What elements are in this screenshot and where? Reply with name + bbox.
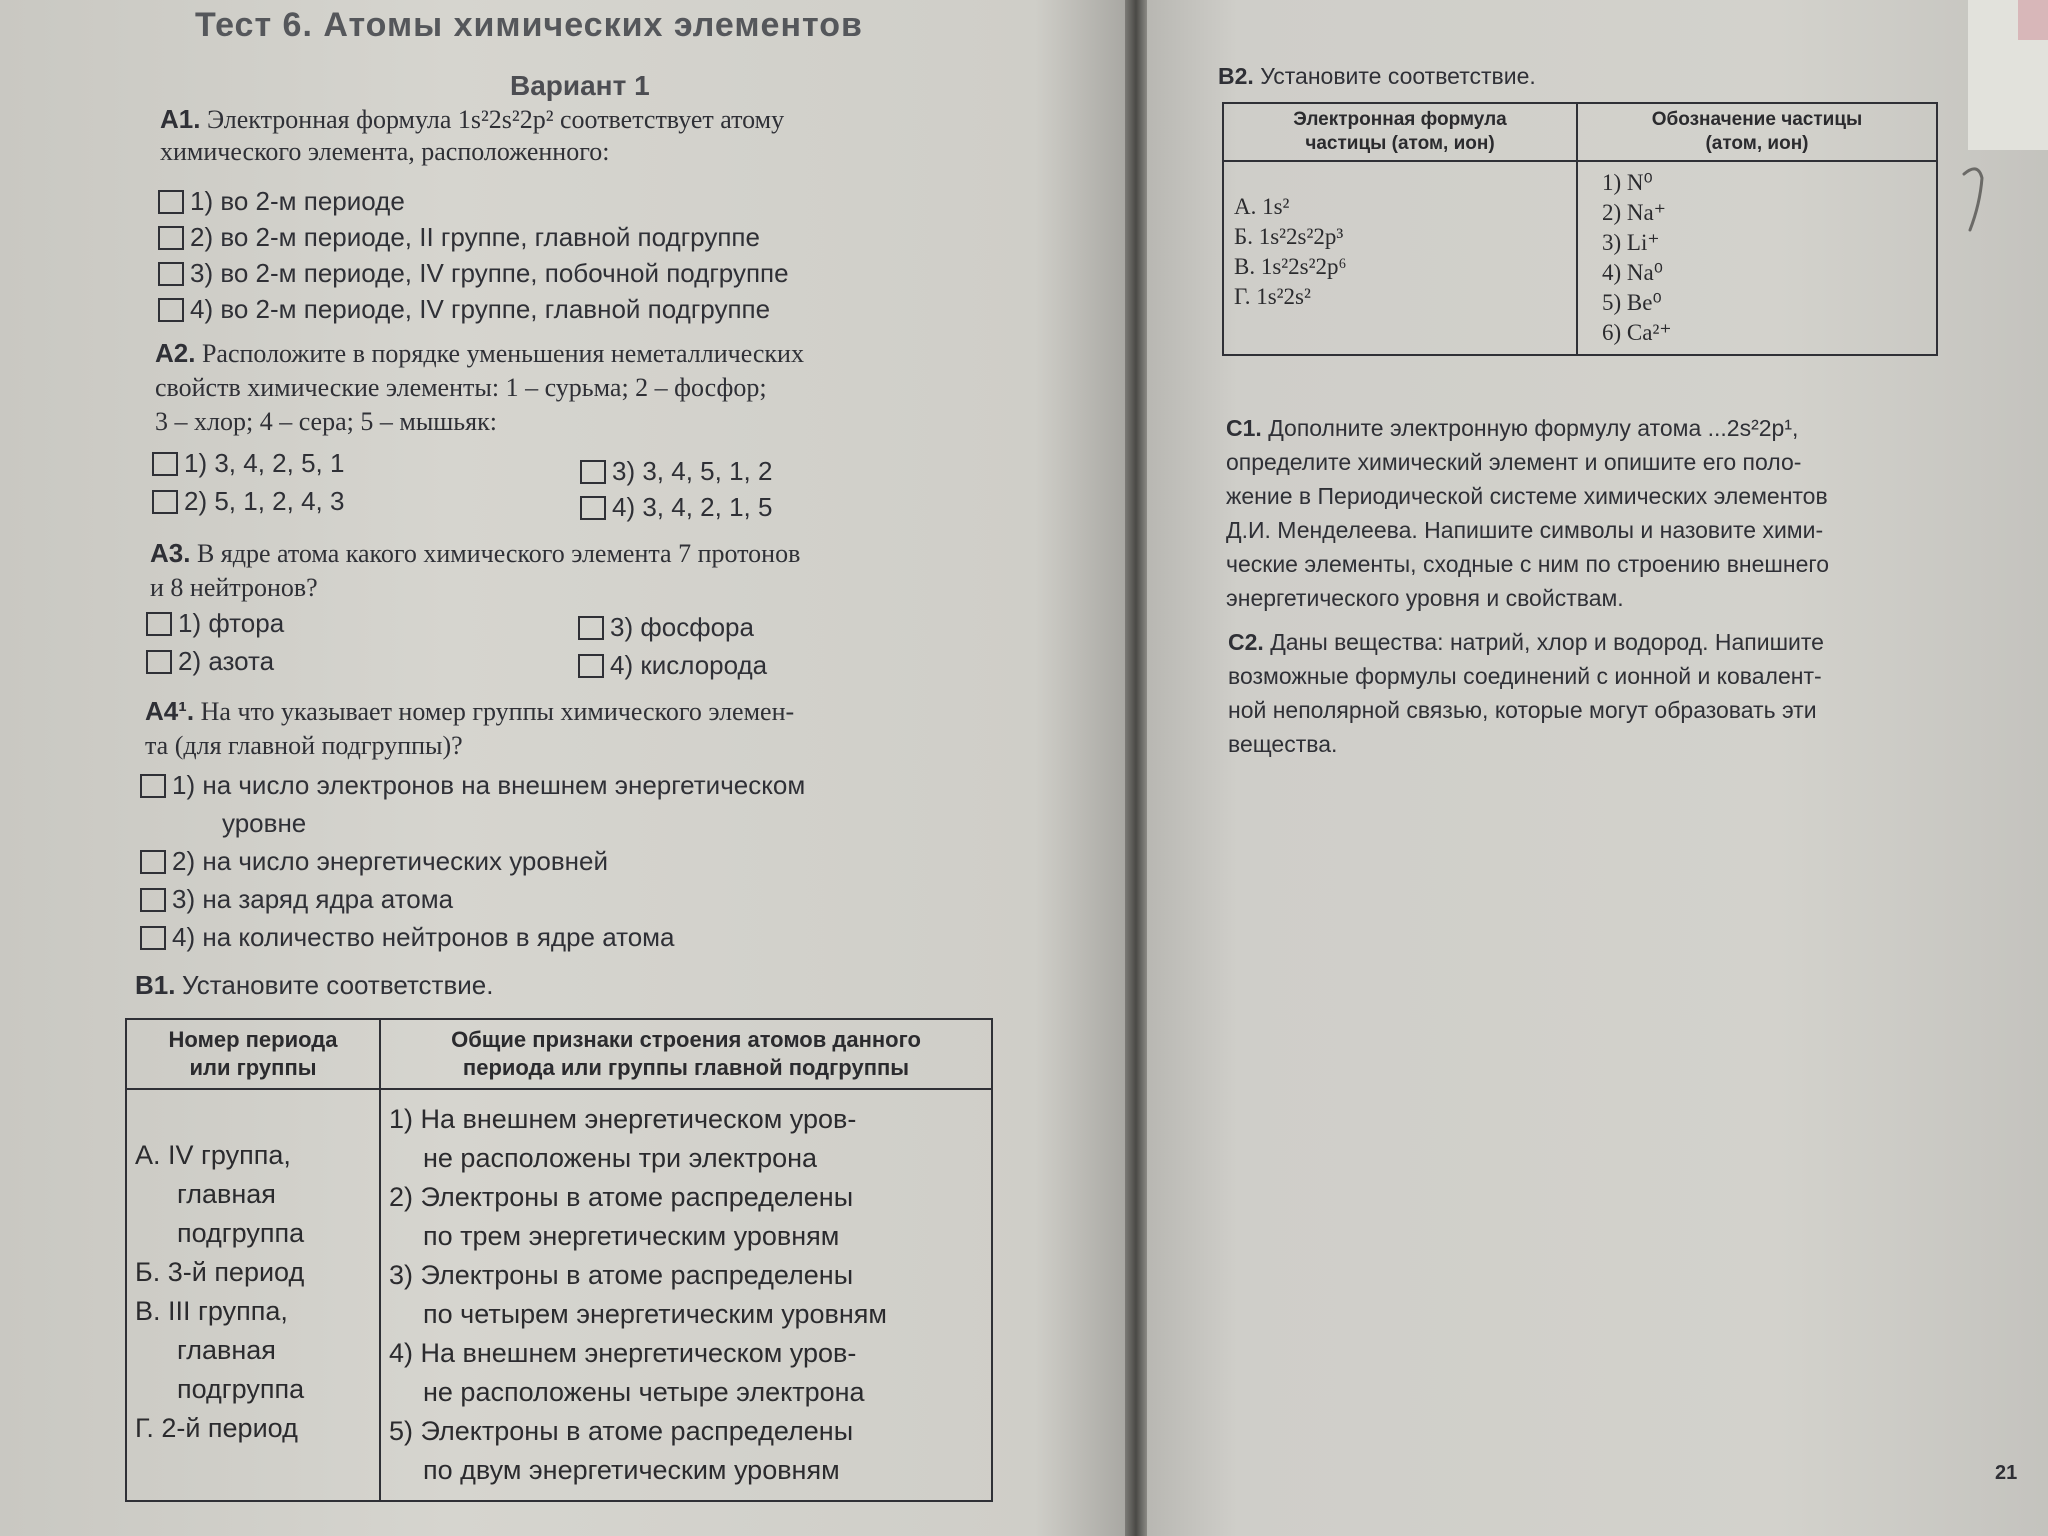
- checkbox[interactable]: [158, 298, 184, 322]
- b1-row-g: Г. 2-й период: [135, 1413, 298, 1443]
- a2-option-1[interactable]: [152, 448, 344, 478]
- c1-line-1: [1226, 412, 1798, 444]
- header-text: (атом, ион): [1705, 133, 1809, 154]
- option-label: 2) на число энергетических уровней: [172, 846, 608, 876]
- b1-option-1: 1) На внешнем энергетическом уров-: [389, 1104, 857, 1134]
- c2-line-4: вещества.: [1228, 731, 1338, 757]
- checkbox[interactable]: [140, 850, 166, 874]
- header-text: периода или группы главной подгруппы: [462, 1055, 910, 1080]
- b1-heading: [135, 970, 494, 1001]
- a3-text1: В ядре атома какого химического элемента 7 протонов: [196, 539, 801, 568]
- a4-text1: На что указывает номер группы химического элемен-: [200, 697, 795, 726]
- option-label: 2) 5, 1, 2, 4, 3: [184, 486, 345, 516]
- a4-option-1[interactable]: [140, 770, 805, 800]
- b1-option-5-cont: по двум энергетическим уровням: [423, 1455, 840, 1485]
- b1-header-right: [380, 1019, 992, 1089]
- checkbox[interactable]: [158, 262, 184, 286]
- b1-row-v-cont: подгруппа: [177, 1374, 305, 1404]
- b1-row-v-cont: главная: [177, 1335, 276, 1365]
- header-text: Обозначение частицы: [1651, 109, 1863, 130]
- c2-text: Даны вещества: натрий, хлор и водород. Напишите: [1270, 629, 1824, 655]
- b2-row-b: Б. 1s²2s²2p³: [1234, 224, 1344, 249]
- a2-text1: Расположите в порядке уменьшения неметаллических: [201, 339, 804, 368]
- b2-option-6: 6) Ca²⁺: [1602, 320, 1672, 345]
- b2-left-cell: [1223, 161, 1577, 355]
- b1-row-a-cont: главная: [177, 1179, 276, 1209]
- option-label: 1) 3, 4, 2, 5, 1: [184, 448, 345, 478]
- b2-option-4: 4) Na⁰: [1602, 260, 1663, 285]
- checkbox[interactable]: [158, 226, 184, 250]
- b2-row-g: Г. 1s²2s²: [1234, 284, 1311, 309]
- b1-option-4: 4) На внешнем энергетическом уров-: [389, 1338, 857, 1368]
- b2-option-5: 5) Be⁰: [1602, 290, 1662, 315]
- b2-text: Установите соответствие.: [1260, 63, 1536, 89]
- a1-option-2[interactable]: [158, 222, 760, 252]
- option-label: 2) азота: [178, 646, 275, 676]
- option-label: 3) во 2-м периоде, IV группе, побочной подгруппе: [190, 258, 789, 288]
- header-text: или группы: [189, 1055, 317, 1080]
- c2-number: С2.: [1228, 629, 1264, 655]
- b1-option-5: 5) Электроны в атоме распределены: [389, 1416, 854, 1446]
- a1-question-line1: [160, 104, 784, 135]
- a3-option-1[interactable]: [146, 608, 284, 638]
- option-label: 3) 3, 4, 5, 1, 2: [612, 456, 773, 486]
- page-number: 21: [1995, 1462, 2018, 1484]
- header-text: Номер периода: [168, 1027, 338, 1052]
- pencil-mark-7: [1956, 160, 1996, 245]
- b1-option-3-cont: по четырем энергетическим уровням: [423, 1299, 887, 1329]
- b2-number: В2.: [1218, 63, 1254, 89]
- b1-table-header: [126, 1019, 992, 1089]
- b1-row-a-cont: подгруппа: [177, 1218, 305, 1248]
- b1-option-2: 2) Электроны в атоме распределены: [389, 1182, 854, 1212]
- a1-option-4[interactable]: [158, 294, 770, 324]
- option-label: 1) на число электронов на внешнем энергетическом: [172, 770, 806, 800]
- c1-line-4: Д.И. Менделеева. Напишите символы и назовите хими-: [1226, 517, 1824, 543]
- b1-option-1-cont: не расположены три электрона: [423, 1143, 818, 1173]
- a3-option-2[interactable]: [146, 646, 274, 676]
- checkbox[interactable]: [146, 650, 172, 674]
- a1-option-3[interactable]: [158, 258, 789, 288]
- option-label: 4) 3, 4, 2, 1, 5: [612, 492, 773, 522]
- a3-question-line1: [150, 538, 800, 569]
- checkbox[interactable]: [580, 460, 606, 484]
- c1-line-5: ческие элементы, сходные с ним по строению внешнего: [1226, 551, 1830, 577]
- option-label: 4) на количество нейтронов в ядре атома: [172, 922, 675, 952]
- c1-text: Дополните электронную формулу атома ...2s²2p¹,: [1268, 415, 1799, 441]
- c2-line-1: [1228, 626, 1824, 658]
- checkbox[interactable]: [140, 774, 166, 798]
- b1-right-cell: [380, 1089, 992, 1501]
- a2-option-2[interactable]: [152, 486, 344, 516]
- c1-line-2: определите химический элемент и опишите его поло-: [1226, 449, 1802, 475]
- b2-header-left: [1223, 103, 1577, 161]
- a4-text2: та (для главной подгруппы)?: [145, 731, 463, 760]
- c1-line-3: жение в Периодической системе химических элементов: [1226, 483, 1828, 509]
- a1-text1: Электронная формула 1s²2s²2p² соответствует атому: [206, 105, 785, 134]
- b2-option-3: 3) Li⁺: [1602, 230, 1660, 255]
- b1-text: Установите соответствие.: [181, 970, 494, 1000]
- option-label: 3) на заряд ядра атома: [172, 884, 454, 914]
- header-text: Электронная формула: [1293, 109, 1507, 130]
- header-text: Общие признаки строения атомов данного: [451, 1027, 921, 1052]
- b1-option-3: 3) Электроны в атоме распределены: [389, 1260, 854, 1290]
- option-label: 4) кислорода: [610, 650, 768, 680]
- book-gutter: [1125, 0, 1147, 1536]
- a2-text2: свойств химические элементы: 1 – сурьма; 2 – фосфор;: [155, 373, 767, 402]
- pink-paper-edge: [2018, 0, 2048, 40]
- c2-line-3: ной неполярной связью, которые могут образовать эти: [1228, 697, 1817, 723]
- b2-right-cell: [1577, 161, 1937, 355]
- b1-table-body: [126, 1089, 992, 1501]
- b2-table-header: [1223, 103, 1937, 161]
- a4-option-4[interactable]: [140, 922, 675, 952]
- c1-line-6: энергетического уровня и свойствам.: [1226, 585, 1624, 611]
- b1-option-4-cont: не расположены четыре электрона: [423, 1377, 865, 1407]
- a2-question-line1: [155, 338, 804, 369]
- b1-left-cell: [126, 1089, 380, 1501]
- checkbox[interactable]: [152, 452, 178, 476]
- checkbox[interactable]: [146, 612, 172, 636]
- checkbox[interactable]: [578, 654, 604, 678]
- test-title: Тест 6. Атомы химических элементов: [195, 6, 863, 44]
- option-label: 2) во 2-м периоде, II группе, главной подгруппе: [190, 222, 760, 252]
- b2-option-1: 1) N⁰: [1602, 170, 1653, 195]
- a2-option-3[interactable]: [580, 456, 772, 486]
- a1-number: А1.: [160, 104, 201, 134]
- a4-question-line1: [145, 696, 794, 727]
- c2-line-2: возможные формулы соединений с ионной и ковалент-: [1228, 663, 1822, 689]
- b2-table-body: [1223, 161, 1937, 355]
- header-text: частицы (атом, ион): [1305, 133, 1495, 154]
- a2-number: А2.: [155, 338, 196, 368]
- b2-row-a: А. 1s²: [1234, 194, 1290, 219]
- a1-option-1[interactable]: [158, 186, 405, 216]
- option-label: 1) фтора: [178, 608, 285, 638]
- b1-table: [125, 1018, 993, 1502]
- checkbox[interactable]: [580, 496, 606, 520]
- a3-option-3[interactable]: [578, 612, 754, 642]
- a2-text3: 3 – хлор; 4 – сера; 5 – мышьяк:: [155, 407, 497, 436]
- checkbox[interactable]: [140, 926, 166, 950]
- a1-text2: химического элемента, расположенного:: [160, 137, 610, 166]
- a4-option-2[interactable]: [140, 846, 608, 876]
- c1-number: С1.: [1226, 415, 1262, 441]
- b2-row-v: В. 1s²2s²2p⁶: [1234, 254, 1347, 279]
- a2-option-4[interactable]: [580, 492, 772, 522]
- a3-number: А3.: [150, 538, 191, 568]
- b1-row-v: В. III группа,: [135, 1296, 288, 1326]
- b1-row-b: Б. 3-й период: [135, 1257, 305, 1287]
- a3-option-4[interactable]: [578, 650, 767, 680]
- option-label: 4) во 2-м периоде, IV группе, главной подгруппе: [190, 294, 771, 324]
- a3-text2: и 8 нейтронов?: [150, 573, 318, 602]
- checkbox[interactable]: [578, 616, 604, 640]
- a4-option-1-cont: уровне: [222, 808, 307, 838]
- b2-table: [1222, 102, 1938, 356]
- b1-number: В1.: [135, 970, 176, 1000]
- option-label: 3) фосфора: [610, 612, 754, 642]
- b2-option-2: 2) Na⁺: [1602, 200, 1666, 225]
- option-label: 1) во 2-м периоде: [190, 186, 405, 216]
- b1-header-left: [126, 1019, 380, 1089]
- b2-header-right: [1577, 103, 1937, 161]
- b1-option-2-cont: по трем энергетическим уровням: [423, 1221, 840, 1251]
- a4-option-3[interactable]: [140, 884, 453, 914]
- b1-row-a: А. IV группа,: [135, 1140, 291, 1170]
- checkbox[interactable]: [152, 490, 178, 514]
- a4-number: А4¹.: [145, 696, 195, 726]
- checkbox[interactable]: [140, 888, 166, 912]
- b2-heading: [1218, 60, 1536, 92]
- checkbox[interactable]: [158, 190, 184, 214]
- variant-title: Вариант 1: [510, 70, 650, 101]
